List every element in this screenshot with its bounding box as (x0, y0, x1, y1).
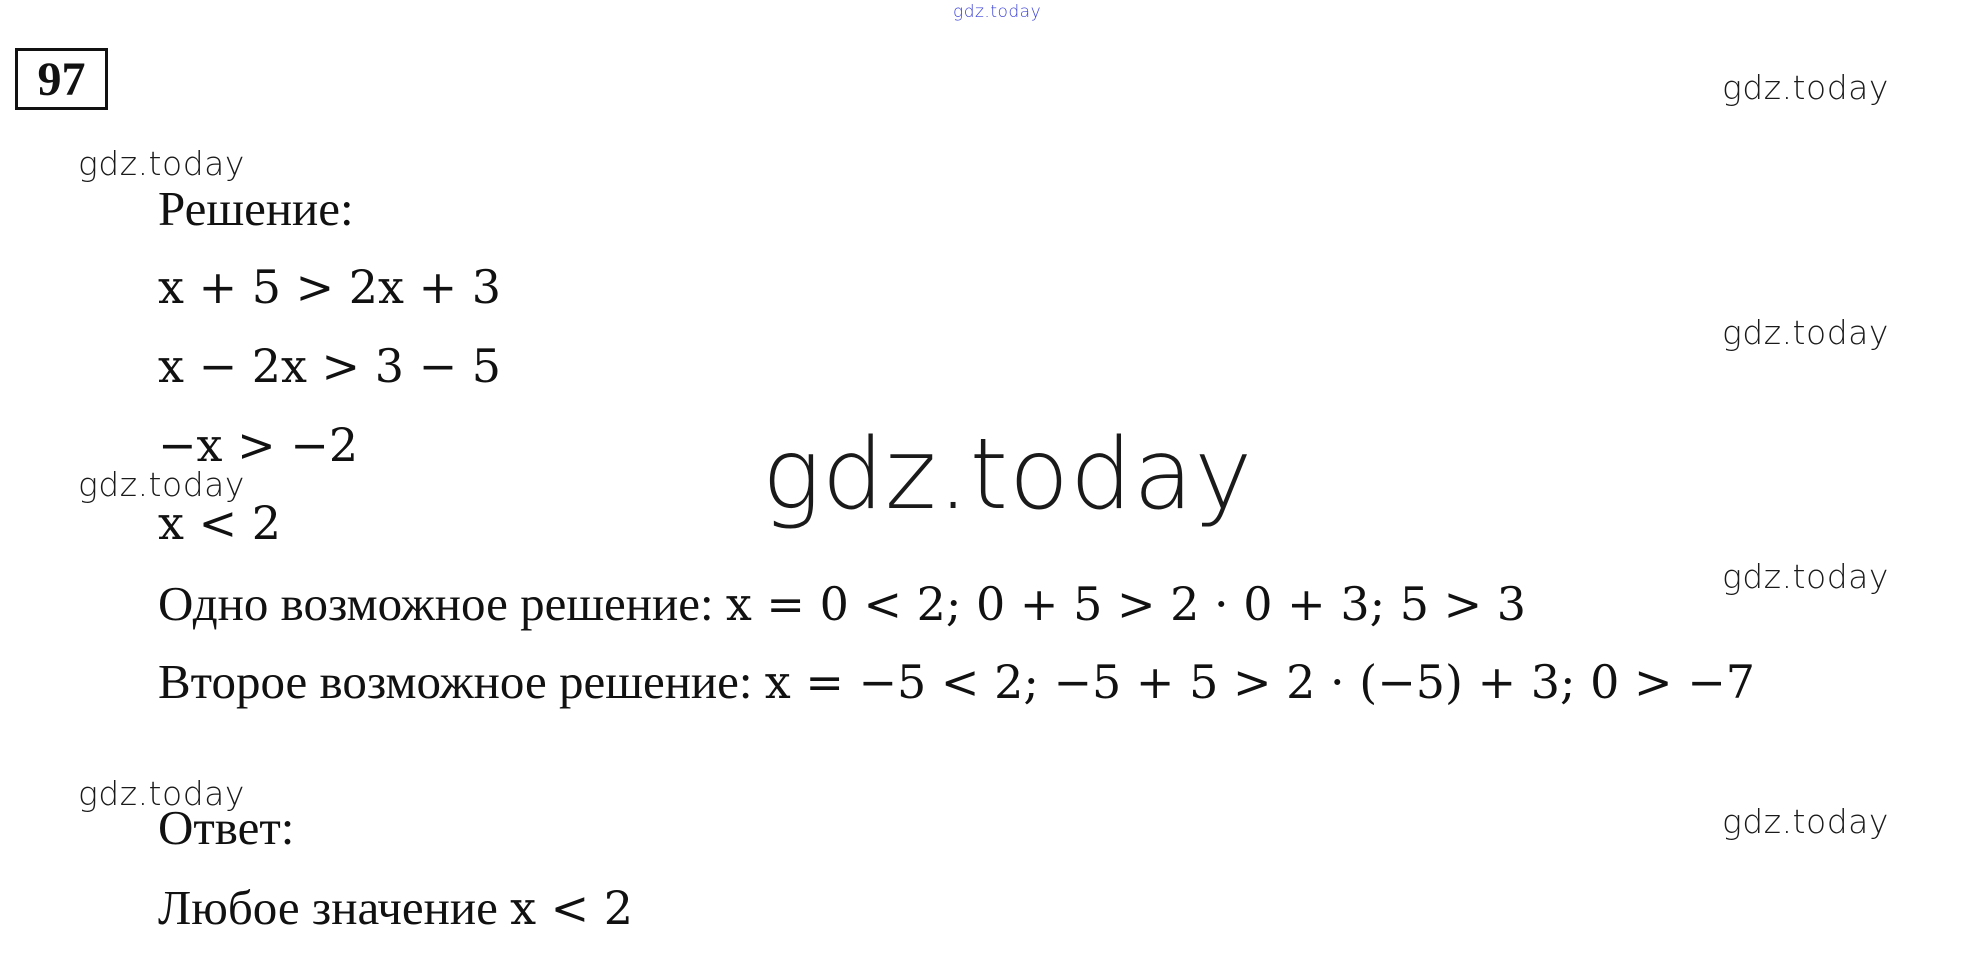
watermark-left-2: gdz.today (78, 465, 245, 504)
step-1: x + 5 > 2x + 3 (158, 260, 502, 314)
watermark-right-3: gdz.today (1722, 557, 1889, 596)
answer-text-math: x < 2 (510, 881, 634, 935)
example-1-label: Одно возможное решение: (158, 576, 714, 631)
example-2 (158, 654, 1756, 709)
watermark-top: gdz.today (953, 2, 1042, 22)
problem-number: 97 (37, 52, 86, 106)
watermark-right-4: gdz.today (1722, 802, 1889, 841)
answer-text-label: Любое значение (158, 880, 498, 935)
solution-heading: Решение: (158, 181, 354, 236)
step-3: −x > −2 (158, 418, 359, 472)
example-1-math: x = 0 < 2; 0 + 5 > 2 · 0 + 3; 5 > 3 (725, 577, 1527, 631)
watermark-center: gdz.today (762, 418, 1254, 532)
step-2: x − 2x > 3 − 5 (158, 339, 502, 393)
step-4: x < 2 (158, 496, 281, 550)
answer-text (158, 880, 634, 935)
example-1 (158, 576, 1527, 631)
watermark-right-2: gdz.today (1722, 313, 1889, 352)
watermark-left-1: gdz.today (78, 144, 245, 183)
example-2-math: x = −5 < 2; −5 + 5 > 2 · (−5) + 3; 0 > −7 (764, 655, 1756, 709)
problem-number-box (15, 48, 108, 110)
watermark-right-1: gdz.today (1722, 68, 1889, 107)
watermark-left-3: gdz.today (78, 774, 245, 813)
example-2-label: Второе возможное решение: (158, 654, 753, 709)
answer-heading: Ответ: (158, 800, 295, 855)
